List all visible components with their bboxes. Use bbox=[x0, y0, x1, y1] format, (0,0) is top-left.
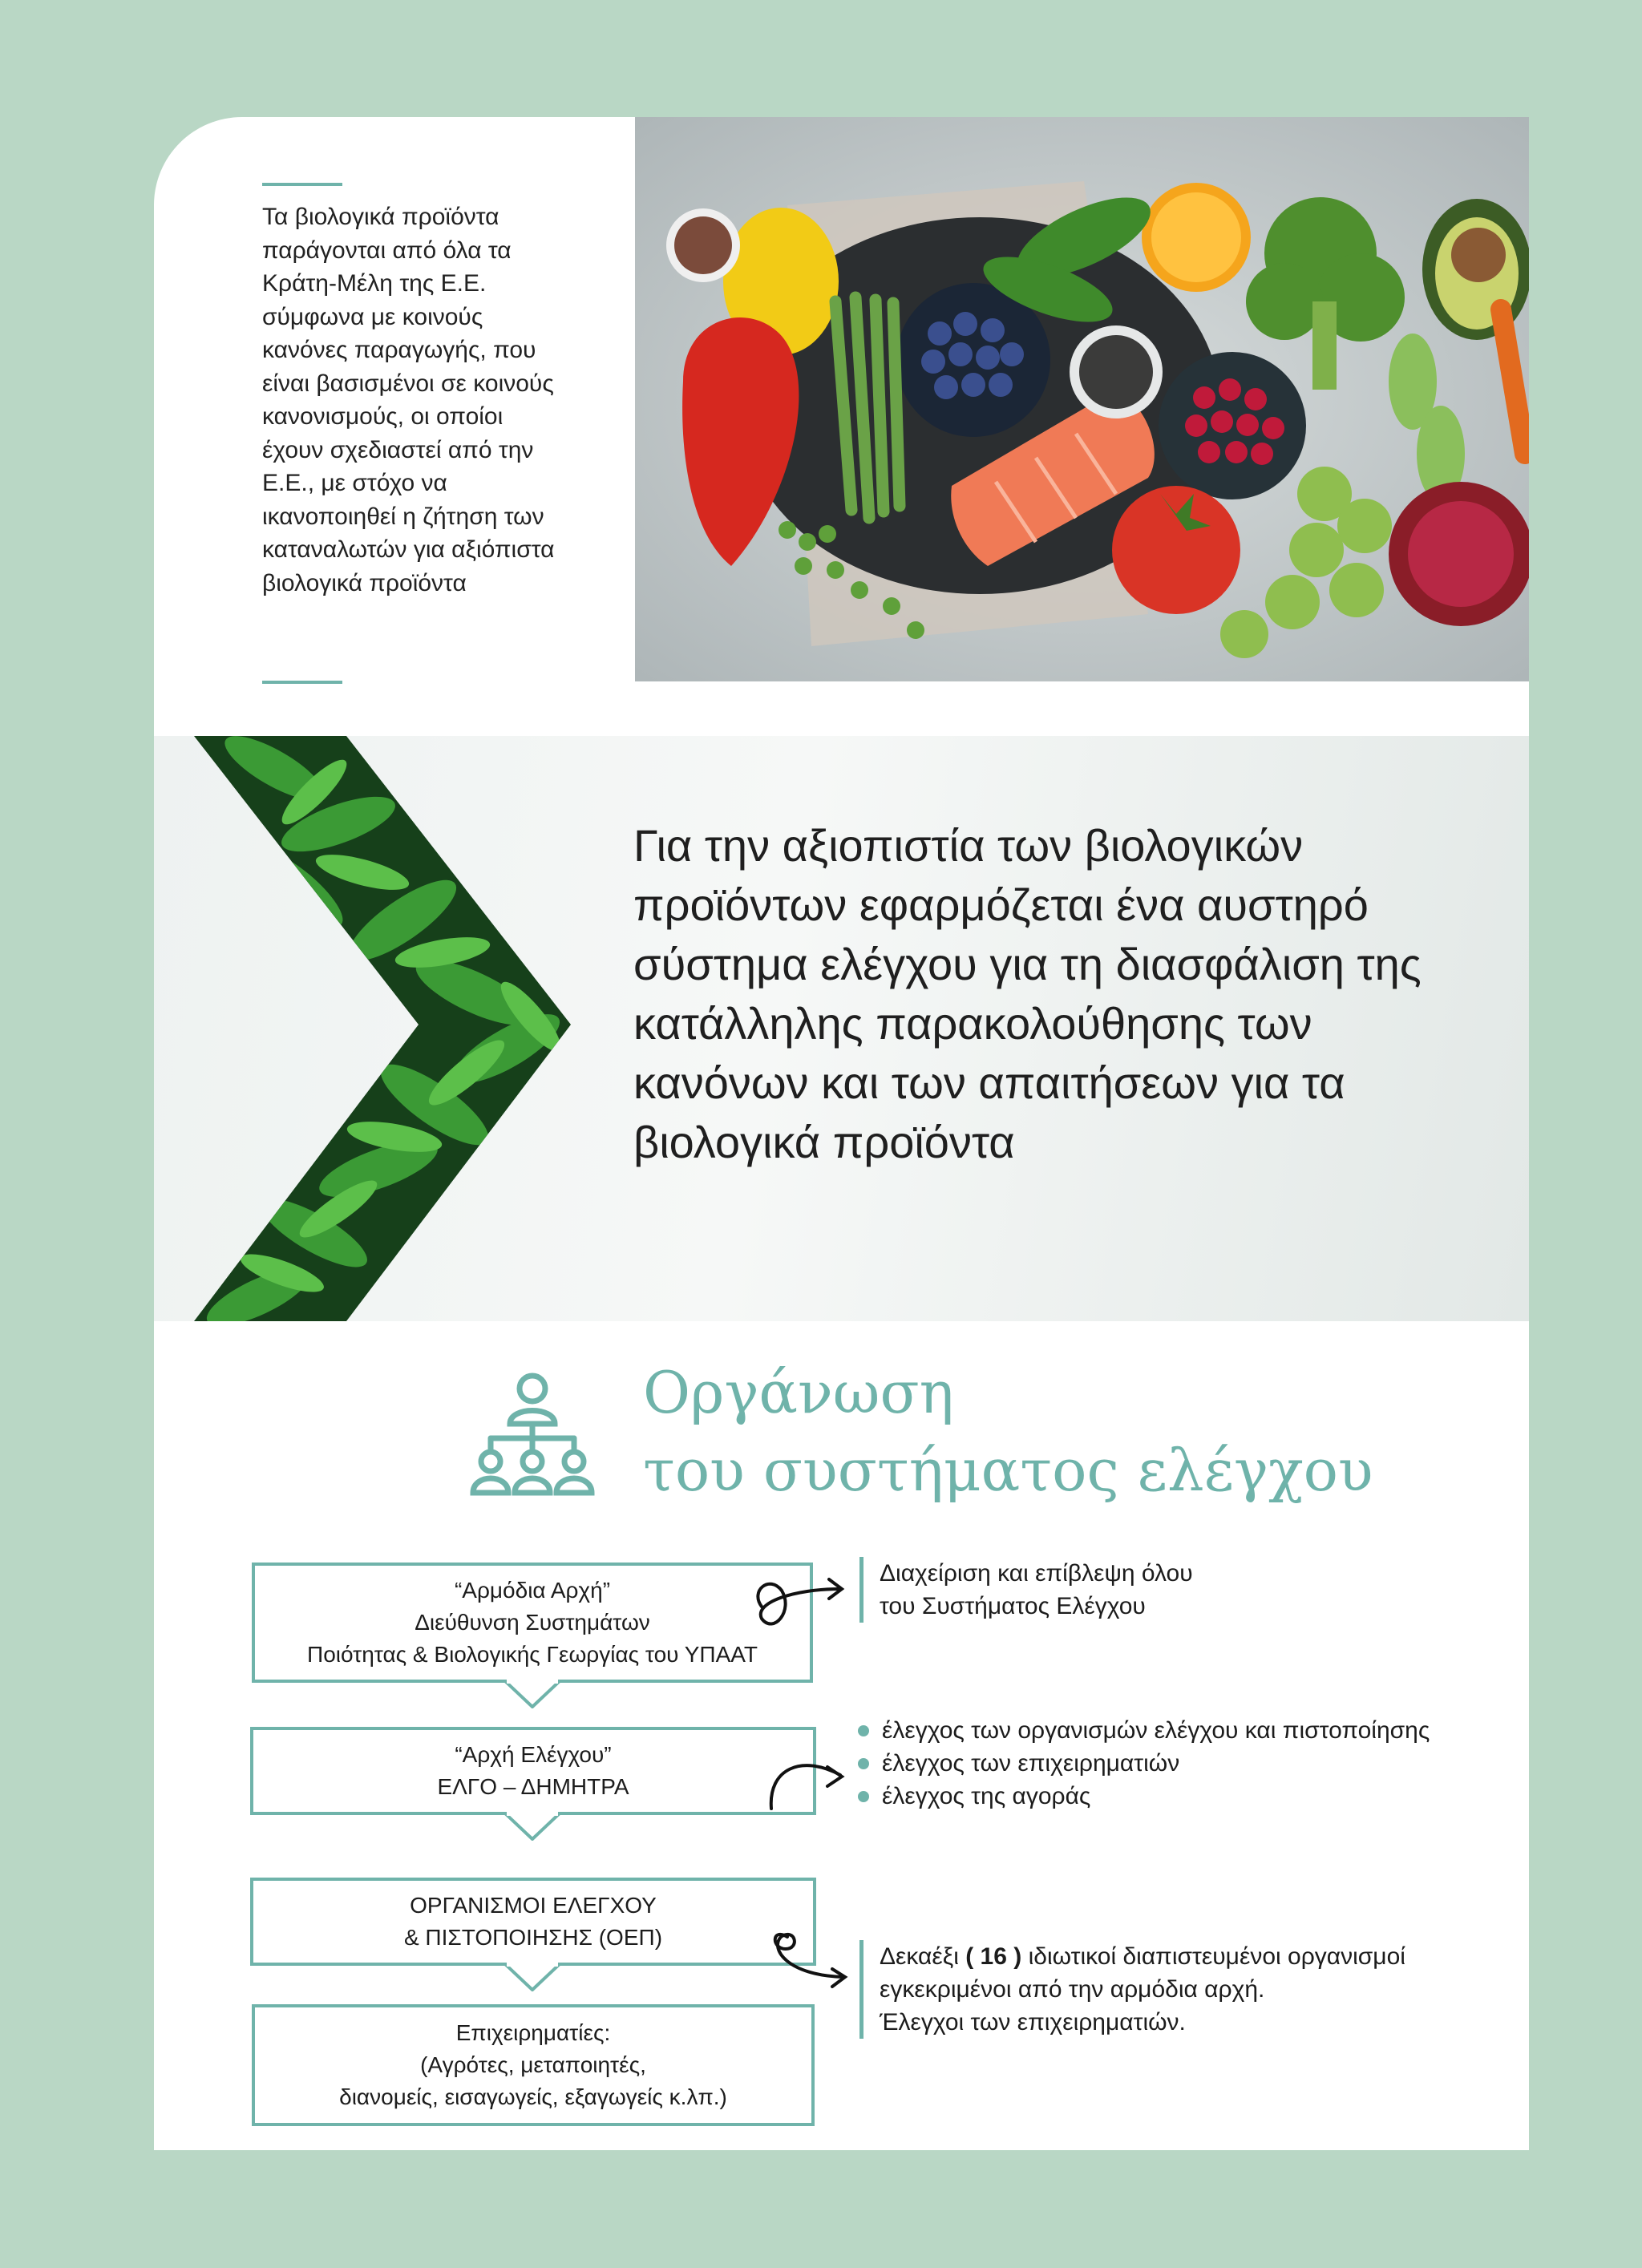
organization-title-line1: Οργάνωση bbox=[643, 1359, 954, 1426]
intro-top-rule bbox=[262, 183, 342, 186]
control-authority-tasks bbox=[858, 1714, 1430, 1813]
operators-examples-line2: διανομείς, εισαγωγείς, εξαγωγείς κ.λπ.) bbox=[339, 2084, 727, 2109]
control-authority-name: ΕΛΓΟ – ΔΗΜΗΤΡΑ bbox=[437, 1774, 629, 1799]
control-authority-label: “Αρχή Ελέγχου” bbox=[455, 1742, 612, 1767]
competent-authority-note bbox=[859, 1557, 1193, 1623]
note3-line1 bbox=[880, 1940, 1405, 1973]
operators-examples-line1: (Αγρότες, μεταποιητές, bbox=[420, 2052, 646, 2077]
curved-arrow-icon bbox=[762, 1744, 858, 1817]
note3-count: ( 16 ) bbox=[965, 1943, 1022, 1970]
organic-food-photo bbox=[635, 117, 1529, 681]
note3-line3: Έλεγχοι των επιχειρηματιών. bbox=[880, 2009, 1186, 2036]
list-item: έλεγχος της αγοράς bbox=[858, 1780, 1430, 1813]
quote-banner bbox=[154, 736, 1529, 1321]
page-card bbox=[154, 117, 1529, 2150]
organization-hierarchy-icon bbox=[467, 1371, 599, 1507]
competent-authority-label: “Αρμόδια Αρχή” bbox=[454, 1578, 611, 1603]
operators-box bbox=[252, 2004, 815, 2126]
box1-notch bbox=[504, 1680, 561, 1708]
list-item: έλεγχος των οργανισμών ελέγχου και πιστοποίησης bbox=[858, 1714, 1430, 1747]
curved-arrow-icon bbox=[746, 1567, 858, 1643]
note3-suffix: ιδιωτικοί διαπιστευμένοι οργανισμοί bbox=[1028, 1943, 1405, 1970]
banner-quote: Για την αξιοπιστία των βιολογικών προϊόντων εφαρμόζεται ένα αυστηρό σύστημα ελέγχου για τη διασφάλιση της κατάλληλης παρακολούθησης των κανόνων και των απαιτήσεων για τα βιολογικά προϊόντα bbox=[633, 820, 1422, 1167]
organization-title-line2: του συστήματος ελέγχου bbox=[643, 1437, 1373, 1504]
note1-line2: του Συστήματος Ελέγχου bbox=[880, 1593, 1146, 1619]
control-authority-box bbox=[250, 1727, 816, 1815]
operators-label: Επιχειρηματίες: bbox=[455, 2020, 611, 2045]
competent-authority-box bbox=[252, 1563, 813, 1683]
intro-bottom-rule bbox=[262, 681, 342, 684]
control-bodies-note bbox=[859, 1940, 1405, 2039]
note1-line1: Διαχείριση και επίβλεψη όλου bbox=[880, 1560, 1193, 1587]
list-item: έλεγχος των επιχειρηματιών bbox=[858, 1747, 1430, 1780]
competent-authority-dept: Διεύθυνση Συστημάτων bbox=[415, 1610, 650, 1635]
note3-line2: εγκεκριμένοι από την αρμόδια αρχή. bbox=[880, 1976, 1265, 2003]
control-bodies-line1: ΟΡΓΑΝΙΣΜΟΙ ΕΛΕΓΧΟΥ bbox=[410, 1893, 657, 1918]
organization-title bbox=[643, 1354, 1373, 1510]
note3-prefix: Δεκαέξι bbox=[880, 1943, 959, 1970]
curved-arrow-icon bbox=[763, 1913, 859, 1993]
intro-text: Τα βιολογικά προϊόντα παράγονται από όλα τα Κράτη-Μέλη της Ε.Ε. σύμφωνα με κοινούς κανόνες παραγωγής, που είναι βασισμένοι σε κοινούς κανονισμούς, οι οποίοι έχουν σχεδιαστεί από την Ε.Ε., με στόχο να ικανοποιηθεί η ζήτηση των καταναλωτών για αξιόπιστα βιολογικά προϊόντα bbox=[262, 204, 555, 596]
box2-notch bbox=[504, 1812, 561, 1841]
competent-authority-ministry: Ποιότητας & Βιολογικής Γεωργίας του ΥΠΑΑΤ bbox=[306, 1642, 758, 1667]
control-bodies-box bbox=[250, 1878, 816, 1966]
box3-notch bbox=[504, 1963, 561, 1991]
control-bodies-line2: & ΠΙΣΤΟΠΟΙΗΣΗΣ (ΟΕΠ) bbox=[403, 1925, 663, 1950]
